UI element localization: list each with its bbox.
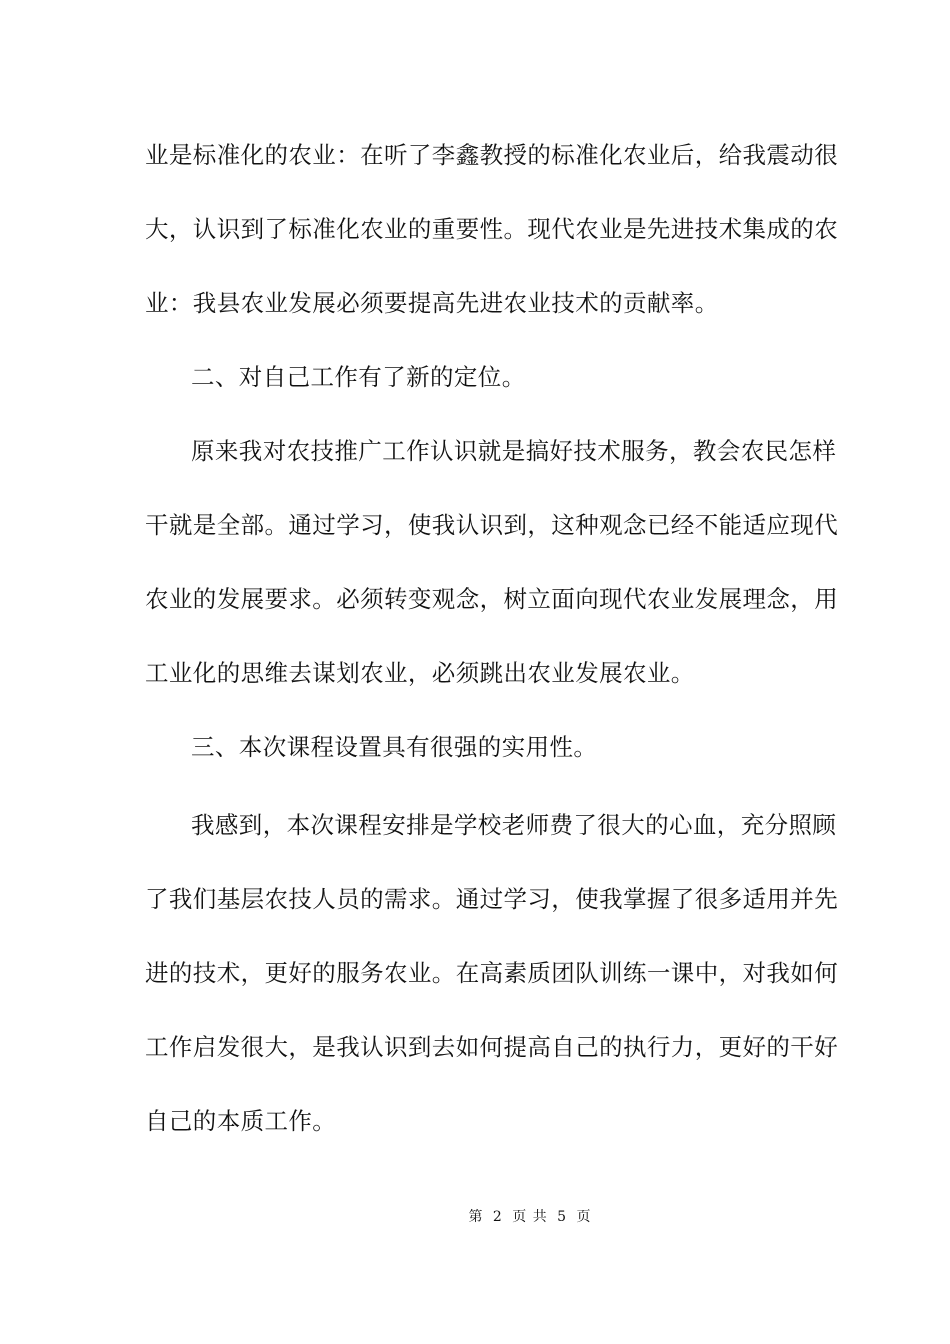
footer-prefix: 第: [468, 1209, 484, 1225]
footer-total-pages: 5: [557, 1209, 568, 1225]
body-line-11: 了我们基层农技人员的需求。通过学习，使我掌握了很多适用并先: [145, 885, 839, 913]
body-line-14: 自己的本质工作。: [145, 1107, 337, 1135]
body-line-2: 大，认识到了标准化农业的重要性。现代农业是先进技术集成的农: [145, 215, 839, 243]
footer-mid: 页 共: [512, 1209, 548, 1225]
body-line-5: 原来我对农技推广工作认识就是搞好技术服务，教会农民怎样: [191, 437, 837, 465]
page-number: [468, 1208, 591, 1226]
body-line-10: 我感到，本次课程安排是学校老师费了很大的心血，充分照顾: [191, 811, 837, 839]
body-line-6: 干就是全部。通过学习，使我认识到，这种观念已经不能适应现代: [145, 511, 839, 539]
body-line-7: 农业的发展要求。必须转变观念，树立面向现代农业发展理念，用: [145, 585, 839, 613]
body-line-13: 工作启发很大，是我认识到去如何提高自己的执行力，更好的干好: [145, 1033, 839, 1061]
body-line-12: 进的技术，更好的服务农业。在高素质团队训练一课中，对我如何: [145, 959, 839, 987]
body-line-3: 业：我县农业发展必须要提高先进农业技术的贡献率。: [145, 289, 719, 317]
page-footer: [0, 1208, 950, 1226]
body-line-8: 工业化的思维去谋划农业，必须跳出农业发展农业。: [145, 659, 695, 687]
section-heading-3: 三、本次课程设置具有很强的实用性。: [191, 733, 598, 761]
section-heading-2: 二、对自己工作有了新的定位。: [191, 363, 526, 391]
body-line-1: 业是标准化的农业：在听了李鑫教授的标准化农业后，给我震动很: [145, 141, 839, 169]
footer-current-page: 2: [492, 1209, 503, 1225]
footer-suffix: 页: [576, 1209, 592, 1225]
